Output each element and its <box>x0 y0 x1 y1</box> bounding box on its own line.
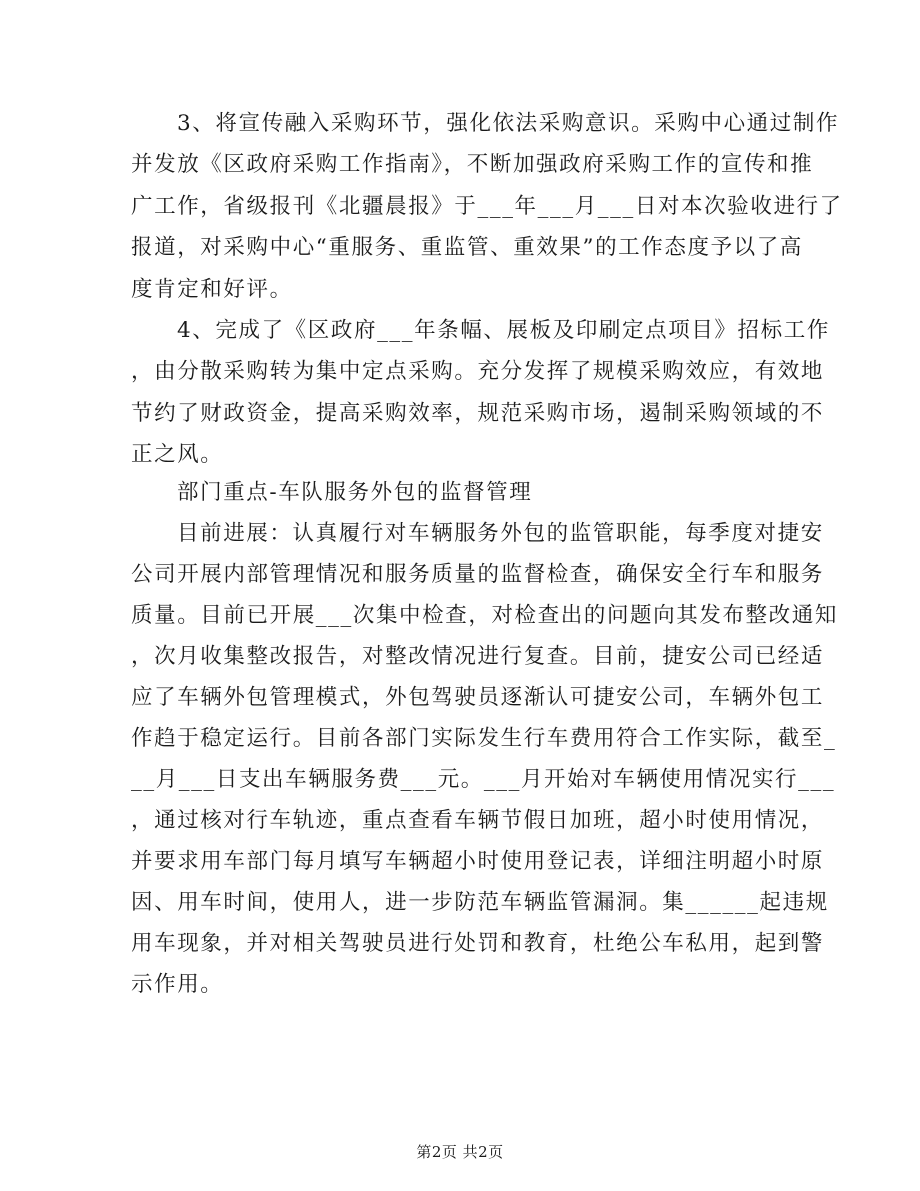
text-line: 正之风。 <box>131 442 224 467</box>
text-line: ，次月收集整改报告，对整改情况进行复查。目前，捷安公司已经适 <box>131 644 825 669</box>
section-heading: 部门重点-车队服务外包的监督管理 <box>177 480 533 505</box>
text-line: __月___日支出车辆服务费___元。___月开始对车辆使用情况实行___ <box>131 767 836 792</box>
text-line: 公司开展内部管理情况和服务质量的监督检查，确保安全行车和服务 <box>131 562 825 587</box>
text-line: 示作用。 <box>131 972 224 997</box>
text-line: 节约了财政资金，提高采购效率，规范采购市场，遏制采购领域的不 <box>131 401 825 426</box>
text-line: 并要求用车部门每月填写车辆超小时使用登记表，详细注明超小时原 <box>131 849 825 874</box>
text-line: 质量。目前已开展___次集中检查，对检查出的问题向其发布整改通知 <box>131 603 838 628</box>
text-line: 并发放《区政府采购工作指南》，不断加强政府采购工作的宣传和推 <box>131 152 814 177</box>
text-line: 度肯定和好评。 <box>131 277 293 302</box>
text-line: 3、将宣传融入采购环节，强化依法采购意识。采购中心通过制作 <box>177 111 840 136</box>
text-line: 报道，对采购中心“重服务、重监管、重效果”的工作态度予以了高 <box>131 235 803 260</box>
text-line: ，由分散采购转为集中定点采购。充分发挥了规模采购效应，有效地 <box>131 359 825 384</box>
page-number: 第2页 共2页 <box>416 1143 504 1161</box>
text-line: 作趋于稳定运行。目前各部门实际发生行车费用符合工作实际，截至_ <box>131 726 837 751</box>
text-line: 目前进展：认真履行对车辆服务外包的监管职能，每季度对捷安 <box>177 521 824 546</box>
text-line: 用车现象，并对相关驾驶员进行处罚和教育，杜绝公车私用，起到警 <box>131 931 825 956</box>
text-line: ，通过核对行车轨迹，重点查看车辆节假日加班，超小时使用情况， <box>131 808 825 833</box>
text-line: 应了车辆外包管理模式，外包驾驶员逐渐认可捷安公司，车辆外包工 <box>131 685 825 710</box>
text-line: 广工作，省级报刊《北疆晨报》于___年___月___日对本次验收进行了 <box>131 194 843 219</box>
text-line: 4、完成了《区政府___年条幅、展板及印刷定点项目》招标工作 <box>177 318 830 343</box>
text-line: 因、用车时间，使用人，进一步防范车辆监管漏洞。集______起违规 <box>131 890 829 915</box>
